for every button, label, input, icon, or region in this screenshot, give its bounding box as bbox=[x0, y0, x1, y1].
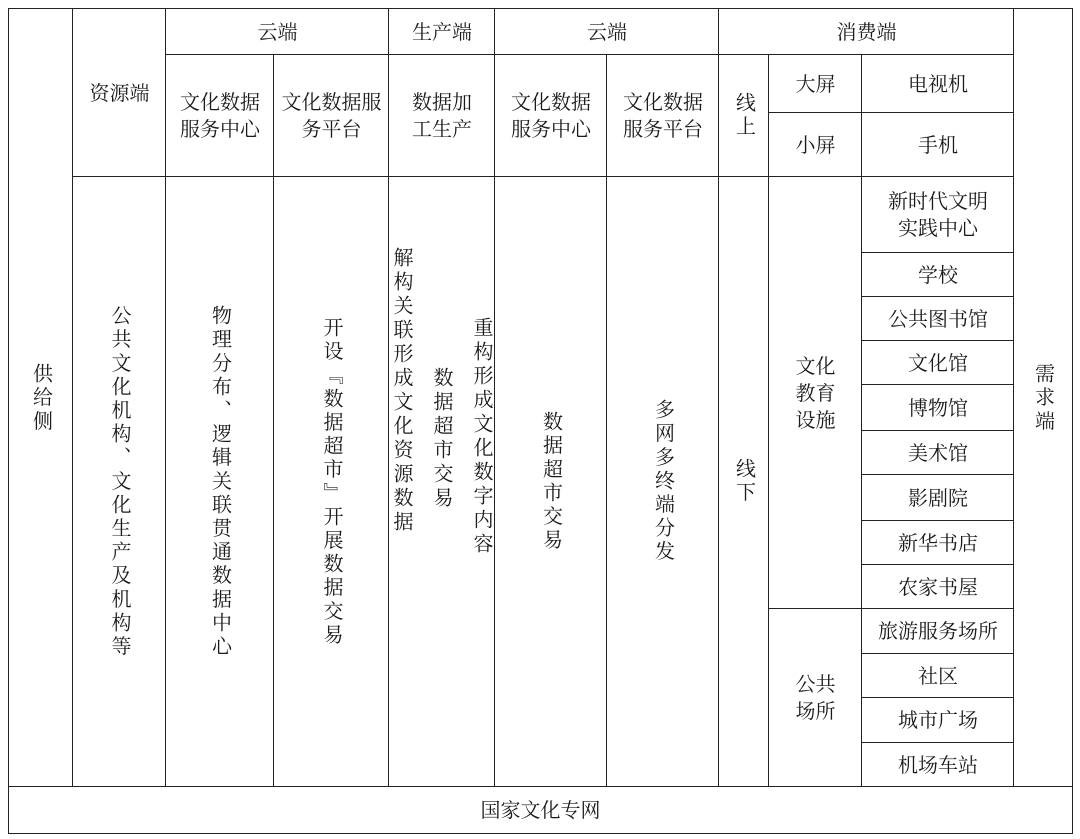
big-screen-label: 大屏 bbox=[768, 54, 863, 114]
production-body-right: 重构形成文化数字内容 bbox=[470, 317, 494, 557]
public-places-label: 公共 场所 bbox=[768, 608, 863, 788]
edu-item: 新华书店 bbox=[861, 520, 1015, 566]
phone-label: 手机 bbox=[861, 112, 1015, 178]
supply-side-label: 供给侧 bbox=[8, 8, 74, 788]
cloud-left-col2-title: 文化数据服 务平台 bbox=[273, 54, 390, 178]
edu-item: 美术馆 bbox=[861, 430, 1015, 476]
production-body bbox=[388, 176, 496, 788]
cloud-right-col2-title: 文化数据 服务平台 bbox=[606, 54, 720, 178]
cloud-right-header: 云端 bbox=[494, 8, 720, 56]
cloud-right-col1-body: 数据超市交易 bbox=[494, 176, 608, 788]
online-label: 线上 bbox=[718, 54, 770, 178]
cloud-left-col1-title: 文化数据 服务中心 bbox=[165, 54, 275, 178]
resource-end-header: 资源端 bbox=[72, 8, 167, 178]
resource-end-body: 公共文化机构、文化生产及机构等 bbox=[72, 176, 167, 788]
cloud-right-col2-body: 多网多终端分发 bbox=[606, 176, 720, 788]
national-culture-network-footer: 国家文化专网 bbox=[8, 786, 1073, 834]
public-item: 城市广场 bbox=[861, 697, 1015, 744]
offline-label: 线下 bbox=[718, 176, 770, 788]
edu-item: 影剧院 bbox=[861, 474, 1015, 522]
edu-item: 公共图书馆 bbox=[861, 296, 1015, 342]
production-header: 生产端 bbox=[388, 8, 496, 56]
demand-side-label: 需求端 bbox=[1013, 8, 1073, 788]
tv-label: 电视机 bbox=[861, 54, 1015, 114]
cloud-right-col1-title: 文化数据 服务中心 bbox=[494, 54, 608, 178]
edu-item: 农家书屋 bbox=[861, 564, 1015, 610]
public-item: 旅游服务场所 bbox=[861, 608, 1015, 655]
public-item: 社区 bbox=[861, 653, 1015, 699]
cloud-left-col2-body: 开设『数据超市』开展数据交易 bbox=[273, 176, 390, 788]
edu-item: 文化馆 bbox=[861, 340, 1015, 386]
production-title: 数据加 工生产 bbox=[388, 54, 496, 178]
production-body-middle: 数据超市交易 bbox=[430, 367, 454, 511]
public-item: 机场车站 bbox=[861, 742, 1015, 788]
cloud-left-header: 云端 bbox=[165, 8, 390, 56]
edu-item: 博物馆 bbox=[861, 384, 1015, 432]
consumer-header: 消费端 bbox=[718, 8, 1015, 56]
cloud-left-col1-body: 物理分布、逻辑关联贯通数据中心 bbox=[165, 176, 275, 788]
edu-item: 新时代文明 实践中心 bbox=[861, 176, 1015, 254]
small-screen-label: 小屏 bbox=[768, 112, 863, 178]
production-body-left: 解构关联形成文化资源数据 bbox=[390, 247, 414, 535]
edu-item: 学校 bbox=[861, 252, 1015, 298]
edu-facilities-label: 文化 教育 设施 bbox=[768, 176, 863, 610]
